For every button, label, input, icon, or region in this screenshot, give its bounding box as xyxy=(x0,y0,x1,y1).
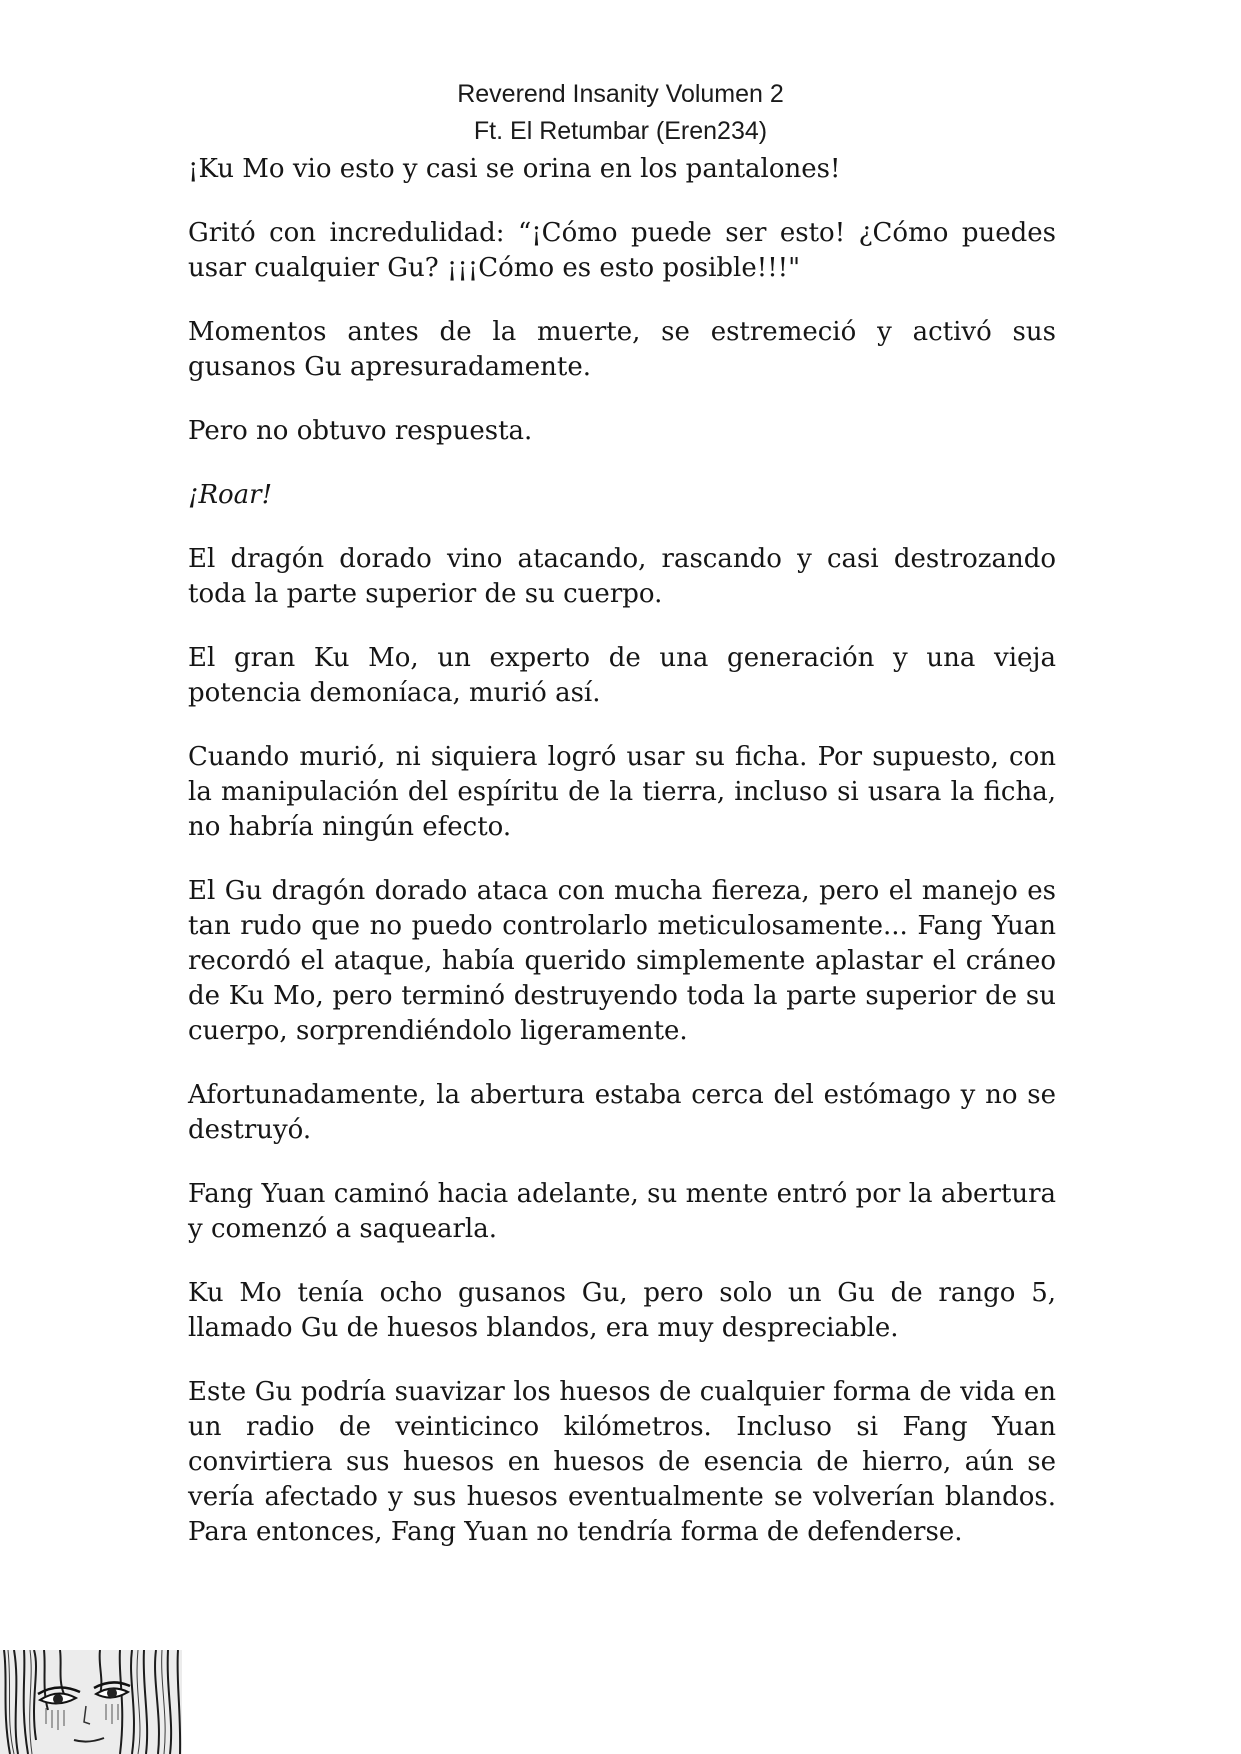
paragraph: El dragón dorado vino atacando, rascando y casi destrozando toda la parte superior de su cuerpo. xyxy=(188,544,1056,609)
paragraph: ¡Ku Mo vio esto y casi se orina en los pantalones! xyxy=(188,154,841,184)
paragraph: Este Gu podría suavizar los huesos de cualquier forma de vida en un radio de veinticinco kilómetros. Incluso si Fang Yuan convirtiera sus huesos en huesos de esencia de hierro, aún se vería afectado y sus huesos eventualmente se volverían blandos. Para entonces, Fang Yuan no tendría forma de defenderse. xyxy=(188,1377,1056,1547)
paragraph: El Gu dragón dorado ataca con mucha fiereza, pero el manejo es tan rudo que no puedo controlarlo meticulosamente... Fang Yuan recordó el ataque, había querido simplemente aplastar el cráneo de Ku Mo, pero terminó destruyendo toda la parte superior de su cuerpo, sorprendiéndolo ligeramente. xyxy=(188,876,1056,1046)
paragraph: Fang Yuan caminó hacia adelante, su mente entró por la abertura y comenzó a saquearla. xyxy=(188,1179,1056,1244)
header-title-line-1: Reverend Insanity Volumen 2 xyxy=(457,80,784,108)
header-title-line-2: Ft. El Retumbar (Eren234) xyxy=(473,117,768,145)
paragraph: Ku Mo tenía ocho gusanos Gu, pero solo un Gu de rango 5, llamado Gu de huesos blandos, era muy despreciable. xyxy=(188,1278,1056,1343)
page-header xyxy=(0,76,1241,150)
paragraph: El gran Ku Mo, un experto de una generación y una vieja potencia demoníaca, murió así. xyxy=(188,643,1056,708)
paragraph: ¡Roar! xyxy=(188,480,273,510)
paragraph: Momentos antes de la muerte, se estremeció y activó sus gusanos Gu apresuradamente. xyxy=(188,317,1056,382)
manga-face-illustration xyxy=(0,1650,182,1754)
document-body xyxy=(188,152,1056,1579)
paragraph: Gritó con incredulidad: “¡Cómo puede ser esto! ¿Cómo puedes usar cualquier Gu? ¡¡¡Cómo es esto posible!!!" xyxy=(188,218,1056,283)
paragraph: Pero no obtuvo respuesta. xyxy=(188,416,533,446)
paragraph: Afortunadamente, la abertura estaba cerca del estómago y no se destruyó. xyxy=(188,1080,1056,1145)
corner-illustration xyxy=(0,1650,182,1754)
paragraph: Cuando murió, ni siquiera logró usar su ficha. Por supuesto, con la manipulación del espíritu de la tierra, incluso si usara la ficha, no habría ningún efecto. xyxy=(188,742,1056,842)
